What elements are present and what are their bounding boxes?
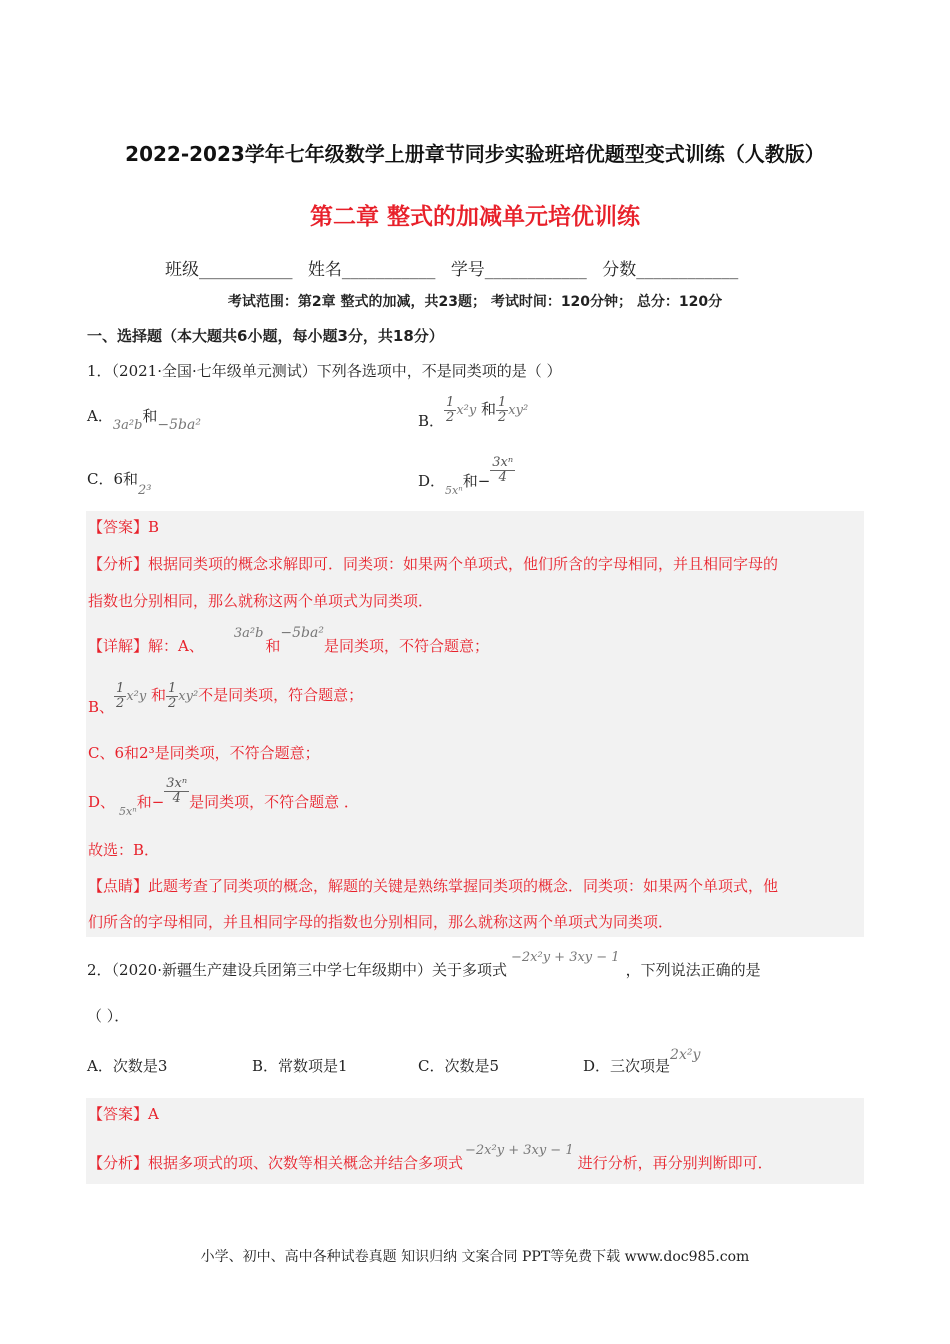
- q1-a-and: 和: [142, 407, 158, 425]
- question-1-stem: 1．（2021·全国·七年级单元测试）下列各选项中，不是同类项的是（ ）: [87, 362, 562, 380]
- frac-num: 1: [116, 681, 125, 696]
- q1-b-label: B．: [418, 412, 445, 431]
- frac-den: 2: [168, 695, 177, 711]
- q1-a-label: A．: [87, 407, 113, 425]
- detail-a-math2: −5ba²: [280, 625, 324, 641]
- frac-num: 3xⁿ: [166, 776, 188, 791]
- page-footer: 小学、初中、高中各种试卷真题 知识归纳 文案合同 PPT等免费下载 www.doc985.com: [200, 1249, 750, 1265]
- frac-num: 1: [446, 395, 455, 410]
- chapter-title: 第二章 整式的加减单元培优训练: [309, 204, 640, 230]
- q1-d-frac: [490, 456, 515, 484]
- answer-1-analysis-line2: 指数也分别相同，那么就称这两个单项式为同类项．: [88, 592, 434, 610]
- section-heading: 一、选择题（本大题共6小题，每小题3分，共18分）: [87, 327, 444, 345]
- q2-option-a: A．次数是3: [87, 1057, 168, 1075]
- frac-den: 2: [498, 409, 507, 425]
- q2-d-label: D．三次项是: [583, 1057, 671, 1075]
- frac-num: 1: [168, 681, 177, 696]
- score-field: 分数____________: [602, 260, 739, 280]
- q2-option-c: C．次数是5: [418, 1057, 500, 1075]
- detail-b-and: 和: [150, 686, 166, 705]
- answer-1-panel: [86, 511, 864, 937]
- document-title: 2022-2023学年七年级数学上册章节同步实验班培优题型变式训练（人教版）: [125, 142, 825, 166]
- q1-d-math1: 5xⁿ: [445, 484, 463, 498]
- question-2-stem: [87, 945, 761, 979]
- q1-option-a: [87, 405, 201, 433]
- detail-a-and: 和: [265, 637, 281, 655]
- detail-d-frac: [164, 777, 189, 805]
- answer-2-result: 【答案】A: [88, 1105, 159, 1123]
- exam-scope: 考试范围：第2章 整式的加减，共23题； 考试时间：120分钟； 总分：120分: [227, 294, 723, 310]
- detail-a-pre: 【详解】解：A、: [88, 637, 204, 655]
- id-field: 学号____________: [450, 260, 587, 280]
- question-2-paren: （ ）．: [87, 1007, 130, 1025]
- detail-d-math1: 5xⁿ: [119, 805, 137, 819]
- detail-d-and: 和−: [136, 793, 165, 812]
- answer-1-detail-b: [88, 681, 364, 717]
- q1-a-math2: −5ba²: [157, 417, 201, 433]
- q1-option-d: [418, 455, 515, 498]
- q1-a-math1: 3a²b: [112, 418, 143, 433]
- detail-d-post: 是同类项，不符合题意 ．: [189, 793, 359, 812]
- answer-1-detail-d: [88, 776, 359, 819]
- frac-den: 4: [498, 469, 507, 485]
- detail-b-math2: xy²: [178, 689, 199, 705]
- answer-1-comment-line1: 【点睛】此题考查了同类项的概念，解题的关键是熟练掌握同类项的概念．同类项：如果两个单项式，他: [88, 877, 779, 895]
- answer-1-choose: 故选：B．: [88, 841, 160, 859]
- name-field: 姓名___________: [307, 260, 436, 280]
- q2-stem-post: ，下列说法正确的是: [625, 961, 761, 979]
- answer-1-detail-a: [88, 625, 489, 656]
- detail-a-post: 是同类项，不符合题意；: [323, 637, 489, 655]
- detail-a-math1: 3a²b: [233, 626, 264, 641]
- detail-b-post: 不是同类项，符合题意；: [198, 686, 364, 705]
- detail-d-pre: D、: [88, 793, 116, 812]
- q2-option-b: B．常数项是1: [252, 1057, 348, 1075]
- class-field: 班级___________: [165, 260, 293, 280]
- q2-polynomial: −2x²y + 3xy − 1: [511, 950, 620, 965]
- a2-analysis-polynomial: −2x²y + 3xy − 1: [465, 1143, 574, 1158]
- student-info: [165, 255, 748, 280]
- q1-b-and: 和: [480, 400, 496, 419]
- q1-c-label: C．6和: [87, 470, 139, 488]
- detail-b-frac2: [166, 682, 178, 710]
- q2-d-math: 2x²y: [670, 1047, 701, 1063]
- q1-b-frac1: [444, 396, 456, 424]
- q2-stem-pre: 2．（2020·新疆生产建设兵团第三中学七年级期中）关于多项式: [87, 961, 507, 979]
- frac-num: 3xⁿ: [492, 455, 514, 470]
- frac-den: 4: [172, 790, 181, 806]
- answer-1-analysis-line1: 【分析】根据同类项的概念求解即可．同类项：如果两个单项式，他们所含的字母相同，并且相同字母的: [88, 555, 779, 573]
- q1-b-math1: x²y: [456, 403, 477, 419]
- q2-option-d: [583, 1043, 701, 1075]
- answer-1-result: 【答案】B: [88, 518, 160, 536]
- q1-b-math2: xy²: [508, 403, 529, 419]
- answer-1-detail-c: C、6和2³是同类项，不符合题意；: [88, 744, 320, 762]
- answer-2-analysis: [88, 1138, 773, 1172]
- q1-option-b: [418, 395, 529, 431]
- q1-d-label: D．: [418, 472, 446, 491]
- q1-b-frac2: [496, 396, 508, 424]
- frac-num: 1: [498, 395, 507, 410]
- detail-b-math1: x²y: [126, 689, 147, 705]
- a2-analysis-pre: 【分析】根据多项式的项、次数等相关概念并结合多项式: [88, 1154, 464, 1172]
- frac-den: 2: [446, 409, 455, 425]
- detail-b-frac1: [114, 682, 126, 710]
- answer-1-comment-line2: 们所含的字母相同，并且相同字母的指数也分别相同，那么就称这两个单项式为同类项．: [88, 913, 674, 931]
- q1-option-c: [87, 468, 152, 498]
- detail-b-pre: B、: [88, 698, 115, 717]
- q1-d-and: 和−: [462, 472, 491, 491]
- frac-den: 2: [116, 695, 125, 711]
- q1-c-math: 2³: [138, 483, 152, 498]
- a2-analysis-post: 进行分析，再分别判断即可．: [577, 1154, 773, 1172]
